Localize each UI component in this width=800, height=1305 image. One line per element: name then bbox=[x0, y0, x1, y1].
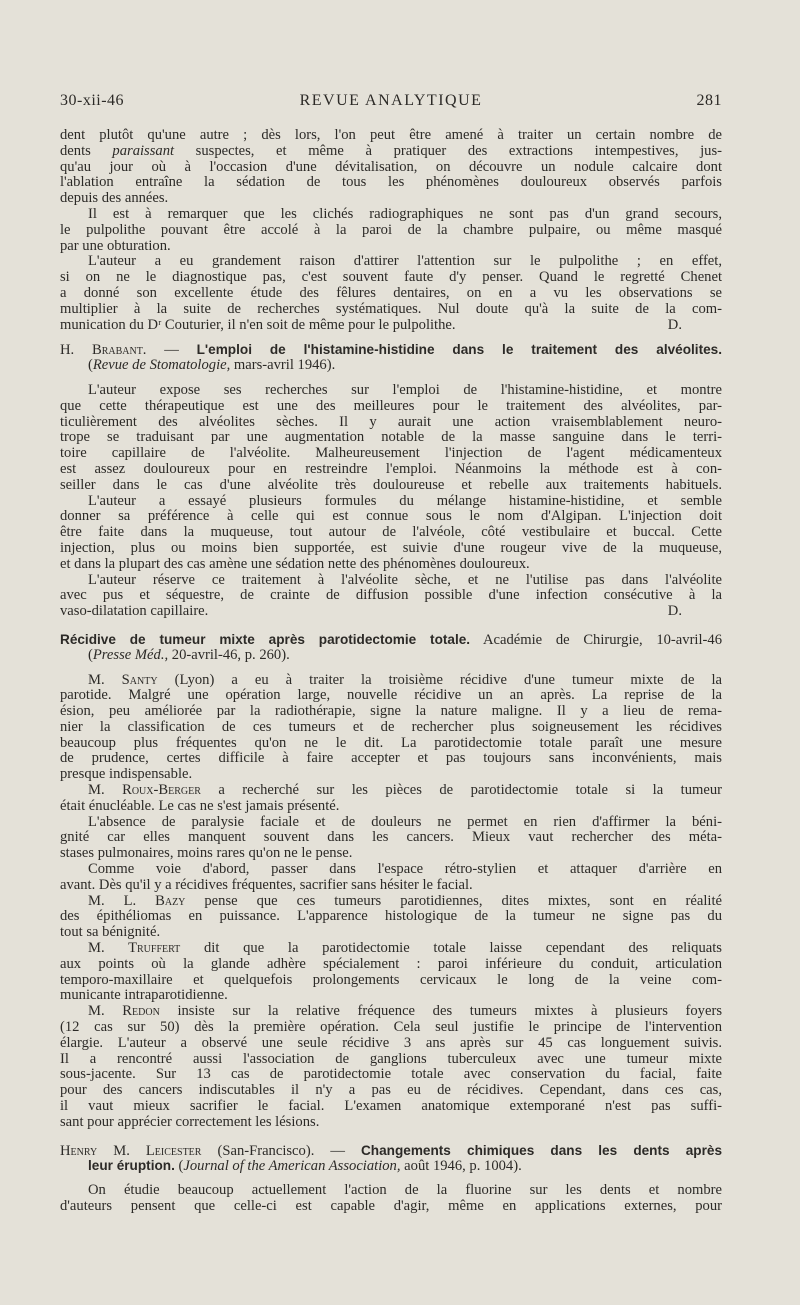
text-line: d'auteurs pensent que celle-ci est capable d'agir, même en applications externes, pour bbox=[60, 1199, 722, 1214]
article-heading: Récidive de tumeur mixte après parotidectomie totale. Académie de Chirurgie, 10-avril-46 bbox=[60, 631, 722, 648]
text-line: dents paraissant suspectes, et même à pratiquer des extractions intempestives, jus- bbox=[60, 143, 722, 159]
text-line: L'auteur a essayé plusieurs formules du mélange histamine-histidine, et semble bbox=[88, 493, 722, 509]
author: Henry M. Leicester bbox=[60, 1142, 202, 1159]
a2-paragraph-4 bbox=[60, 862, 722, 894]
text-line: pour des cancers indiscutables il n'y a pas eu de récidives. Cependant, dans ces cas, bbox=[60, 1083, 722, 1099]
text-line: parotide. Malgré une opération large, nouvelle récidive un an après. La reprise de la bbox=[60, 688, 722, 704]
text-line: seiller dans le cas d'une alvéolite très douloureuse et rebelle aux traitements habituels. bbox=[60, 477, 722, 493]
text-line: trope se traduisant par une augmentation notable de la masse sanguine dans le terri- bbox=[60, 430, 722, 446]
a3-paragraph-1 bbox=[60, 1183, 722, 1215]
text-line: toire capillaire de l'alvéolite. Malheureusement l'injection de l'agent médicamenteux bbox=[60, 446, 722, 462]
text-line: L'absence de paralysie faciale et de douleurs ne permet en rien d'affirmer la béni- bbox=[88, 814, 722, 830]
text-line: presque indispensable. bbox=[60, 767, 193, 783]
text-line: multiplier à la suite de recherches systématiques. Nul doute qu'à la suite de la com- bbox=[60, 301, 722, 317]
text-line: Il a rencontré aussi l'association de ganglions tuberculeux avec une tumeur mixte bbox=[60, 1051, 722, 1067]
text-line: ésion, peu améliorée par la radiothérapie, signe la nature maligne. Il y a lieu de rema- bbox=[60, 704, 722, 720]
text-line: injection, plus ou moins bien supportée, est suivie d'une rougeur vive de la muqueuse, bbox=[60, 540, 722, 556]
body-text bbox=[60, 128, 722, 1215]
text-line: L'auteur a eu grandement raison d'attirer l'attention sur le pulpolithe ; en effet, bbox=[88, 254, 722, 270]
signature: D. bbox=[667, 604, 682, 620]
text-line: de prudence, certes difficile à faire accepter et pas toujours sans inconvénients, mais bbox=[60, 751, 722, 767]
text-line: stases pulmonaires, moins rares qu'on ne le pense. bbox=[60, 846, 353, 862]
text-line: avant. Dès qu'il y a récidives fréquentes, sacrifier sans hésiter le facial. bbox=[60, 877, 473, 893]
text-line: depuis des années. bbox=[60, 191, 169, 207]
journal-section-title: REVUE ANALYTIQUE bbox=[299, 92, 483, 109]
text-line: On étudie beaucoup actuellement l'action de la fluorine sur les dents et nombre bbox=[88, 1183, 722, 1199]
text-line: des épithéliomas en puissance. L'apparence histologique de la tumeur ne signe pas du bbox=[60, 909, 722, 925]
a2-paragraph-5 bbox=[60, 894, 722, 941]
text-line: avec pus et séquestre, de crainte de diffusion possible d'une infection consécutive à la bbox=[60, 588, 722, 604]
text-line: était énucléable. Le cas ne s'est jamais présenté. bbox=[60, 798, 340, 814]
issue-date: 30-xii-46 bbox=[60, 92, 125, 109]
page-number: 281 bbox=[696, 92, 722, 109]
text-line: temporo-maxillaire et quelquefois prolongements cervicaux le long de la veine com- bbox=[60, 972, 722, 988]
text-line: municante intraparotidienne. bbox=[60, 988, 228, 1004]
text-line: Comme voie d'abord, passer dans l'espace rétro-stylien et attaquer d'arrière en bbox=[88, 862, 722, 878]
a2-paragraph-6 bbox=[60, 941, 722, 1004]
text-line: vaso-dilatation capillaire. D. bbox=[60, 604, 682, 620]
text-line: ticulièrement des alvéolites sèches. Il y aurait une action vraisemblablement neuro- bbox=[60, 414, 722, 430]
a2-paragraph-3 bbox=[60, 815, 722, 862]
text-line: que cette thérapeutique est une des meilleures pour le traitement des alvéolites, par- bbox=[60, 398, 722, 414]
text-line: si on ne le diagnostique pas, c'est souvent faute d'y penser. Quand le regretté Chenet bbox=[60, 270, 722, 286]
text-line: M. Truffert dit que la parotidectomie totale laisse cependant des reliquats bbox=[88, 941, 722, 957]
running-header bbox=[60, 92, 722, 116]
text-line: (12 cas sur 50) dès la première opération. Cela seul justifie le principe de l'intervention bbox=[60, 1020, 722, 1036]
text-line: nier la classification de ces tumeurs et de rechercher plus soigneusement les récidives bbox=[60, 719, 722, 735]
text-line: l'ablation entraîne la sédation de tous les phénomènes douloureux observés parfois bbox=[60, 175, 722, 191]
a2-paragraph-2 bbox=[60, 783, 722, 815]
text-line: qu'au jour où à l'occasion d'une dévitalisation, on découvre un nodule calcaire dont bbox=[60, 159, 722, 175]
article-reference: (Revue de Stomatologie, mars-avril 1946). bbox=[88, 358, 336, 374]
text-line: beaucoup plus fréquentes qu'on ne le dit. La parotidectomie totale paraît une mesure bbox=[60, 735, 722, 751]
text-line: a donné son excellente étude des fêlures dentaires, on en a vu les observations se bbox=[60, 285, 722, 301]
text-line: être faite dans la muqueuse, tout autour de l'alvéole, côté vestibulaire et buccal. Cette bbox=[60, 525, 722, 541]
article-heading: Henry M. Leicester (San-Francisco). — Changements chimiques dans les dents après bbox=[60, 1142, 722, 1159]
a2-paragraph-1 bbox=[60, 673, 722, 784]
article-title: Récidive de tumeur mixte après parotidectomie totale. bbox=[60, 631, 471, 647]
text-line: par une obturation. bbox=[60, 238, 171, 254]
signature: D. bbox=[667, 317, 682, 333]
text-line: il vaut mieux sacrifier le facial. L'examen anatomique extemporané n'est pas suffi- bbox=[60, 1099, 722, 1115]
article-title: Changements chimiques dans les dents après bbox=[360, 1142, 722, 1158]
text-line: M. Santy (Lyon) a eu à traiter la troisième récidive d'une tumeur mixte de la bbox=[88, 672, 722, 688]
a2-paragraph-7 bbox=[60, 1004, 722, 1130]
text-line: gnité car elles manquent souvent dans les cancers. Mieux vaut rechercher des méta- bbox=[60, 830, 722, 846]
text-line: sant pour apprécier correctement les lésions. bbox=[60, 1114, 320, 1130]
article-title: L'emploi de l'histamine-histidine dans le traitement des alvéolites. bbox=[196, 342, 722, 358]
text-line: dent plutôt qu'une autre ; dès lors, l'on peut être amené à traiter un certain nombre de bbox=[60, 128, 722, 143]
a1-paragraph-3 bbox=[60, 573, 722, 620]
article-reference: leur éruption. (Journal of the American Association, août 1946, p. 1004). bbox=[88, 1158, 522, 1175]
text-line: élargie. L'auteur a observé une seule récidive 3 ans après sur 45 cas longuement suivis. bbox=[60, 1035, 722, 1051]
a1-paragraph-1 bbox=[60, 383, 722, 494]
a1-paragraph-2 bbox=[60, 494, 722, 573]
text-line: L'auteur expose ses recherches sur l'emploi de l'histamine-histidine, et montre bbox=[88, 382, 722, 398]
text-line: le pulpolithe pouvant être accolé à la paroi de la chambre pulpaire, ou même masqué bbox=[60, 222, 722, 238]
text-line: M. Redon insiste sur la relative fréquence des tumeurs mixtes à plusieurs foyers bbox=[88, 1004, 722, 1020]
text-line: Il est à remarquer que les clichés radiographiques ne sont pas d'un grand secours, bbox=[88, 206, 722, 222]
text-line: munication du Dʳ Couturier, il n'en soit de même pour le pulpolithe. D. bbox=[60, 317, 682, 333]
author: H. Brabant. bbox=[60, 342, 147, 359]
text-line: L'auteur réserve ce traitement à l'alvéolite sèche, et ne l'utilise pas dans l'alvéolite bbox=[88, 572, 722, 588]
article-heading: H. Brabant. — L'emploi de l'histamine-histidine dans le traitement des alvéolites. bbox=[60, 342, 722, 359]
text-line: donner sa préférence à celle qui est connue sous le nom d'Algipan. L'injection doit bbox=[60, 509, 722, 525]
text-line: sous-jacente. Sur 13 cas de parotidectomie totale avec conservation du facial, faite bbox=[60, 1067, 722, 1083]
text-line: M. Roux-Berger a recherché sur les pièces de parotidectomie totale si la tumeur bbox=[88, 783, 722, 799]
text-line: est assez douloureux pour en restreindre l'emploi. Néanmoins la méthode est à con- bbox=[60, 461, 722, 477]
text-line: M. L. Bazy pense que ces tumeurs parotidiennes, dites mixtes, sont en réalité bbox=[88, 893, 722, 909]
text-line: tout sa bénignité. bbox=[60, 925, 161, 941]
text-line: et dans la plupart des cas amène une sédation nette des phénomènes douloureux. bbox=[60, 556, 530, 572]
article-reference: (Presse Méd., 20-avril-46, p. 260). bbox=[88, 647, 290, 663]
text-line: aux points où la glande adhère spécialement : paroi inférieure du conduit, articulation bbox=[60, 956, 722, 972]
